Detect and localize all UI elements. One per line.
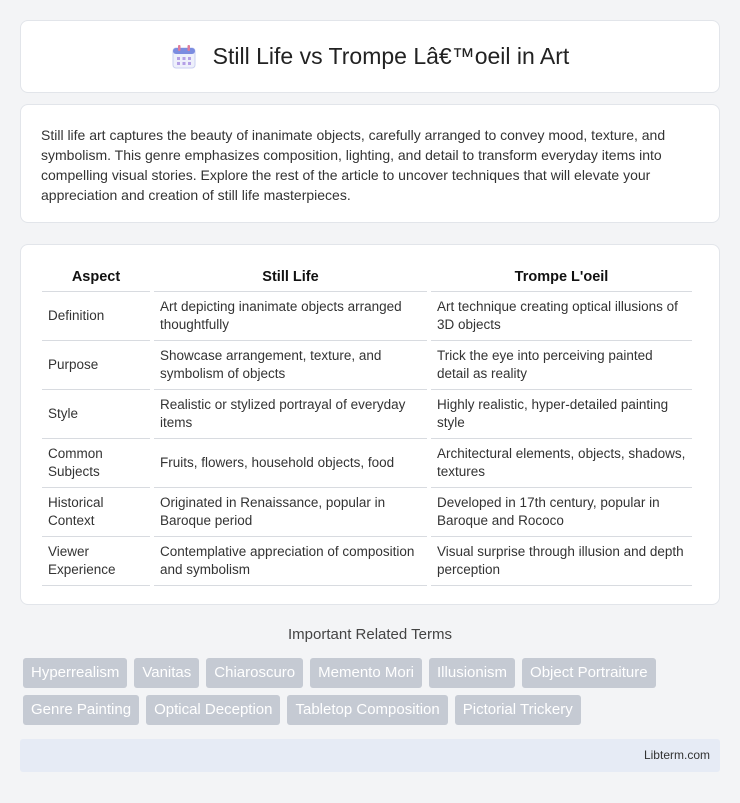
related-term-tag[interactable]: Pictorial Trickery [455, 695, 581, 725]
related-term-tag[interactable]: Optical Deception [146, 695, 280, 725]
intro-card [20, 104, 720, 223]
calendar-icon [171, 44, 197, 70]
related-term-tag[interactable]: Memento Mori [310, 658, 422, 688]
cell-aspect: Definition [42, 292, 150, 341]
comparison-table [38, 263, 696, 586]
cell-still-life: Fruits, flowers, household objects, food [154, 439, 427, 488]
cell-aspect: Purpose [42, 341, 150, 390]
header-card [20, 20, 720, 93]
cell-still-life: Originated in Renaissance, popular in Baroque period [154, 488, 427, 537]
cell-aspect: Historical Context [42, 488, 150, 537]
related-term-tag[interactable]: Illusionism [429, 658, 515, 688]
related-terms-list [23, 658, 723, 725]
related-term-tag[interactable]: Chiaroscuro [206, 658, 303, 688]
title-wrap [171, 43, 570, 70]
page-title: Still Life vs Trompe Lâ€™oeil in Art [212, 43, 570, 69]
cell-still-life: Art depicting inanimate objects arranged thoughtfully [154, 292, 427, 341]
table-row [42, 390, 692, 439]
table-row [42, 439, 692, 488]
header-aspect: Aspect [42, 263, 150, 292]
header-still-life: Still Life [154, 263, 427, 292]
cell-aspect: Viewer Experience [42, 537, 150, 586]
header-trompe-loeil: Trompe L'oeil [431, 263, 692, 292]
table-row [42, 537, 692, 586]
related-terms-title: Important Related Terms [288, 626, 452, 643]
comparison-table-card [20, 244, 720, 605]
cell-aspect: Style [42, 390, 150, 439]
footer [20, 739, 720, 772]
intro-text: Still life art captures the beauty of inanimate objects, carefully arranged to convey mood, texture, and symbolism. This genre emphasizes composition, lighting, and detail to transform everyday items into compelling visual stories. Explore the rest of the article to uncover techniques that will elevate your appreciation and creation of still life masterpieces. [41, 127, 666, 203]
cell-still-life: Showcase arrangement, texture, and symbolism of objects [154, 341, 427, 390]
table-row [42, 488, 692, 537]
related-term-tag[interactable]: Vanitas [134, 658, 199, 688]
footer-brand-link[interactable]: Libterm.com [643, 748, 710, 762]
cell-trompe-loeil: Trick the eye into perceiving painted detail as reality [431, 341, 692, 390]
related-term-tag[interactable]: Tabletop Composition [287, 695, 447, 725]
cell-trompe-loeil: Architectural elements, objects, shadows, textures [431, 439, 692, 488]
cell-still-life: Realistic or stylized portrayal of everyday items [154, 390, 427, 439]
related-term-tag[interactable]: Hyperrealism [23, 658, 127, 688]
cell-trompe-loeil: Art technique creating optical illusions of 3D objects [431, 292, 692, 341]
cell-trompe-loeil: Developed in 17th century, popular in Baroque and Rococo [431, 488, 692, 537]
cell-trompe-loeil: Highly realistic, hyper-detailed painting style [431, 390, 692, 439]
related-term-tag[interactable]: Object Portraiture [522, 658, 656, 688]
table-row [42, 292, 692, 341]
table-header-row [42, 263, 692, 292]
cell-still-life: Contemplative appreciation of composition and symbolism [154, 537, 427, 586]
cell-aspect: Common Subjects [42, 439, 150, 488]
related-term-tag[interactable]: Genre Painting [23, 695, 139, 725]
cell-trompe-loeil: Visual surprise through illusion and depth perception [431, 537, 692, 586]
table-row [42, 341, 692, 390]
